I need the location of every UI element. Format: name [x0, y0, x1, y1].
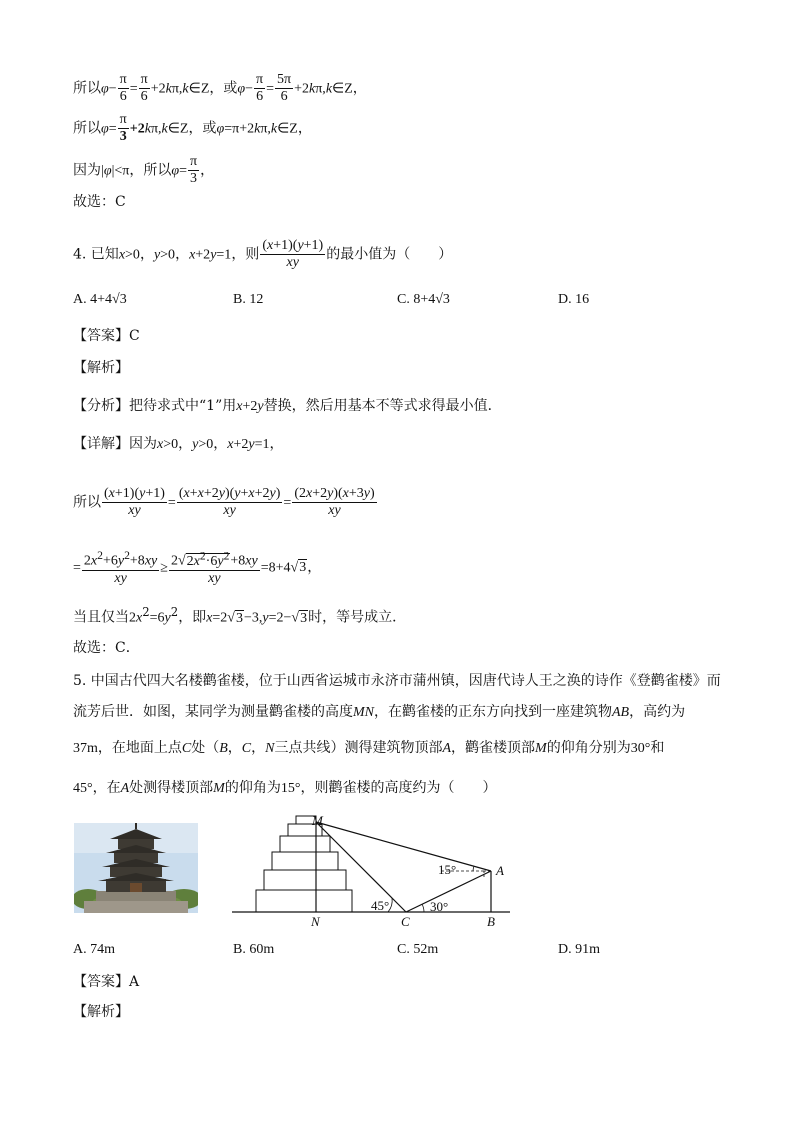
angle-label-30: 30° — [430, 899, 449, 914]
q4-analysis-tag: 【解析】 — [73, 360, 129, 376]
q5-option-d: D. 91m — [558, 942, 600, 957]
q4-choice: 故选：C． — [73, 640, 140, 656]
solution-line-1: 所以φ− $\frac{\pi}{6}$ = $\frac{\pi}{6}$ +2kπ,k∈Z，或φ− $\frac{\pi}{6}$ = $\frac{5\pi}{6}$ +2kπ,k∈Z， — [73, 72, 367, 104]
q5-answer — [73, 972, 139, 992]
q4-step-1: 所以 $\frac{(x+1)(y+1)}{xy}$ = $\frac{(x+x+2y)(y+x+2y)}{xy}$ = $\frac{(2x+2y)(x+3y)}{xy}$ — [73, 486, 375, 518]
q4-step-2: = $\frac{2x^2+6y^2+8xy}{xy}$ ≥ $\frac{2√2x^2\cdot 6y^2+8xy}{xy}$ =8+4√3， — [73, 549, 322, 586]
q4-option-d: D. 16 — [558, 292, 590, 307]
answer-value: C — [129, 328, 140, 344]
detail-tag: 【详解】 — [73, 436, 129, 452]
segment-ca — [406, 871, 491, 912]
solution-line-3: 因为|φ|<π，所以φ= $\frac{\pi}{3}$ ， — [73, 154, 215, 186]
angle-label-45: 45° — [371, 898, 390, 913]
angle-label-15: 15° — [438, 862, 457, 877]
q4-answer — [73, 326, 140, 346]
q4-equality: 当且仅当$2x^2=6y^2$，即x=2√3−3,y=2−√3时，等号成立． — [73, 605, 407, 626]
q5-option-b: B. 60m — [233, 942, 275, 957]
q4-fenxi: 【分析】把待求式中“1”用x+2y替换，然后用基本不等式求得最小值． — [73, 398, 502, 414]
label-m: M — [312, 813, 323, 828]
q5-stem-line-4: 45°，在A处测得楼顶部M的仰角为15°，则鹳雀楼的高度约为（ ） — [73, 780, 497, 796]
tower-photo — [74, 823, 198, 913]
q4-stem: 4. 已知x>0，y>0，x+2y=1，则 $\frac{(x+1)(y+1)}{xy}$ 的最小值为（ ） — [73, 238, 453, 270]
segment-mc — [316, 822, 406, 912]
answer-choice-prev: 故选：C — [73, 194, 126, 210]
q4-option-a: A. 4+4√3 — [73, 292, 127, 307]
label-b: B — [487, 914, 495, 929]
geometry-diagram — [226, 812, 516, 932]
fenxi-tag: 【分析】 — [73, 398, 129, 414]
label-a: A — [496, 863, 504, 878]
q5-option-c: C. 52m — [397, 942, 439, 957]
q5-stem-line-1: 5. 中国古代四大名楼鹳雀楼，位于山西省运城市永济市蒲州镇，因唐代诗人王之涣的诗作《登鹳雀楼》而 — [73, 673, 721, 689]
segment-ma — [316, 822, 491, 871]
tower-outline — [256, 816, 352, 912]
q4-option-c: C. 8+4√3 — [397, 292, 450, 307]
q5-option-a: A. 74m — [73, 942, 115, 957]
q5-analysis-tag: 【解析】 — [73, 1004, 129, 1020]
q5-stem-line-3: 37m，在地面上点C处（B，C，N三点共线）测得建筑物顶部A，鹳雀楼顶部M的仰角分别为30°和 — [73, 740, 665, 756]
solution-line-2: 所以φ= $\frac{\pi}{3}$ +2kπ,k∈Z，或φ=π+2kπ,k∈Z， — [73, 112, 312, 144]
label-c: C — [401, 914, 410, 929]
label-n: N — [311, 914, 320, 929]
answer-tag: 【答案】 — [73, 974, 129, 990]
q4-option-b: B. 12 — [233, 292, 264, 307]
answer-value: A — [129, 974, 140, 990]
q5-stem-line-2: 流芳后世．如图，某同学为测量鹳雀楼的高度MN，在鹳雀楼的正东方向找到一座建筑物AB，高约为 — [73, 704, 686, 720]
q4-detail-intro: 【详解】因为x>0，y>0，x+2y=1， — [73, 436, 284, 452]
answer-tag: 【答案】 — [73, 328, 129, 344]
